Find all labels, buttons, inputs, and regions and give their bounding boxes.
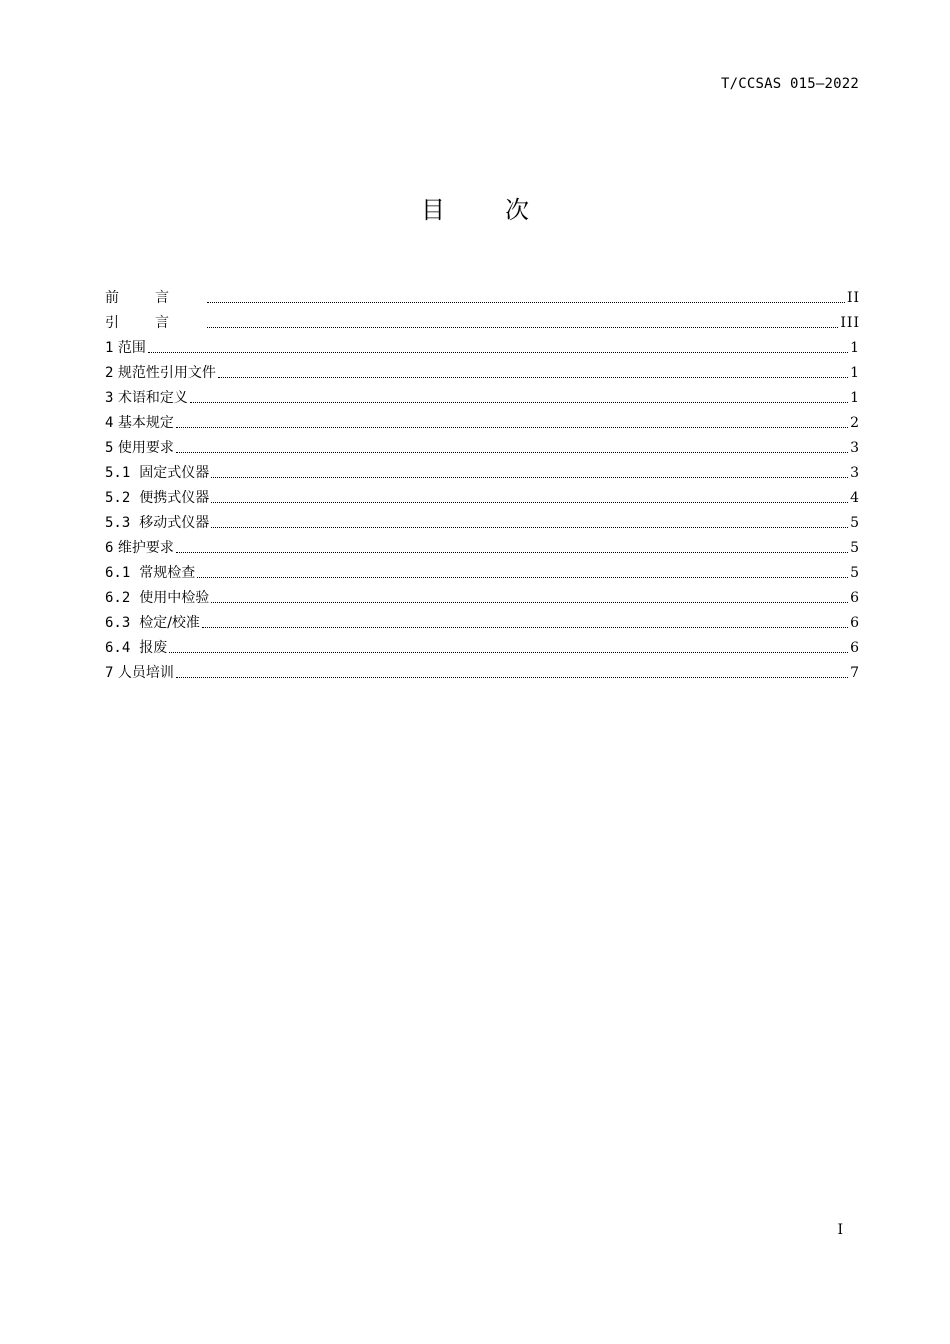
toc-page: II	[846, 290, 860, 306]
toc-label: 引言	[105, 315, 205, 331]
toc-leader	[169, 652, 848, 653]
toc-leader	[148, 352, 848, 353]
toc-item-foreword[interactable]	[105, 283, 860, 308]
toc-label	[130, 588, 139, 608]
toc-label	[130, 488, 139, 508]
toc-item-5-2[interactable]	[105, 483, 860, 508]
toc-label: 使用要求	[117, 440, 174, 456]
toc-label: 基本规定	[117, 415, 174, 431]
toc-page: III	[840, 315, 860, 331]
document-code: T/CCSAS 015—2022	[720, 76, 859, 92]
page-title	[0, 190, 950, 225]
toc-label: 常规检查	[139, 565, 196, 581]
toc-page: 6	[850, 590, 860, 606]
toc-number: 6.2	[105, 590, 131, 606]
toc-number: 6.4	[105, 640, 131, 656]
title-char-2: 次	[505, 196, 529, 224]
toc-page: 5	[850, 515, 860, 531]
toc-label: 移动式仪器	[139, 515, 210, 531]
toc-label: 规范性引用文件	[117, 365, 216, 381]
toc-leader	[211, 477, 848, 478]
toc-item-5[interactable]	[105, 433, 860, 458]
toc-item-2[interactable]	[105, 358, 860, 383]
toc-page: 6	[850, 640, 860, 656]
toc-item-3[interactable]	[105, 383, 860, 408]
toc-page: 5	[850, 565, 860, 581]
toc-leader	[176, 452, 848, 453]
toc-item-6-2[interactable]	[105, 583, 860, 608]
toc-item-1[interactable]	[105, 333, 860, 358]
toc-leader	[190, 402, 848, 403]
toc-page: 1	[850, 365, 860, 381]
toc-number: 7	[105, 665, 114, 681]
toc-item-7[interactable]	[105, 658, 860, 683]
toc-item-introduction[interactable]	[105, 308, 860, 333]
toc-leader	[197, 577, 848, 578]
toc-leader	[211, 502, 848, 503]
toc-label: 术语和定义	[117, 390, 188, 406]
table-of-contents	[105, 283, 860, 683]
toc-leader	[176, 427, 848, 428]
toc-label: 检定/校准	[139, 615, 200, 631]
toc-label: 前言	[105, 290, 205, 306]
toc-item-6[interactable]	[105, 533, 860, 558]
toc-label: 人员培训	[117, 665, 174, 681]
toc-label	[130, 513, 139, 533]
toc-leader	[176, 677, 848, 678]
toc-number: 1	[105, 340, 114, 356]
toc-number: 3	[105, 390, 114, 406]
toc-number: 5	[105, 440, 114, 456]
toc-item-5-3[interactable]	[105, 508, 860, 533]
toc-page: 3	[850, 465, 860, 481]
toc-page: 3	[850, 440, 860, 456]
title-char-1: 目	[421, 196, 445, 224]
toc-label	[130, 563, 139, 583]
toc-leader	[207, 327, 838, 328]
toc-leader	[211, 602, 848, 603]
toc-item-6-3[interactable]	[105, 608, 860, 633]
toc-number: 6	[105, 540, 114, 556]
toc-page: 1	[850, 340, 860, 356]
toc-item-4[interactable]	[105, 408, 860, 433]
toc-number: 4	[105, 415, 114, 431]
toc-label	[130, 638, 139, 658]
toc-leader	[218, 377, 848, 378]
toc-number: 5.2	[105, 490, 131, 506]
toc-number: 5.1	[105, 465, 131, 481]
page-number: I	[837, 1222, 843, 1238]
toc-item-6-1[interactable]	[105, 558, 860, 583]
toc-item-6-4[interactable]	[105, 633, 860, 658]
toc-page: 7	[850, 665, 860, 681]
toc-label	[130, 463, 139, 483]
toc-page: 6	[850, 615, 860, 631]
toc-label: 使用中检验	[139, 590, 210, 606]
toc-leader	[207, 302, 845, 303]
toc-page: 4	[850, 490, 860, 506]
toc-page: 1	[850, 390, 860, 406]
toc-label	[130, 613, 139, 633]
toc-number: 6.3	[105, 615, 131, 631]
toc-number: 6.1	[105, 565, 131, 581]
toc-leader	[176, 552, 848, 553]
toc-leader	[211, 527, 848, 528]
toc-leader	[202, 627, 848, 628]
toc-label: 便携式仪器	[139, 490, 210, 506]
toc-label: 固定式仪器	[139, 465, 210, 481]
toc-number: 5.3	[105, 515, 131, 531]
toc-label: 范围	[117, 340, 146, 356]
toc-page: 2	[850, 415, 860, 431]
toc-item-5-1[interactable]	[105, 458, 860, 483]
toc-label: 维护要求	[117, 540, 174, 556]
toc-label: 报废	[139, 640, 168, 656]
toc-page: 5	[850, 540, 860, 556]
toc-number: 2	[105, 365, 114, 381]
